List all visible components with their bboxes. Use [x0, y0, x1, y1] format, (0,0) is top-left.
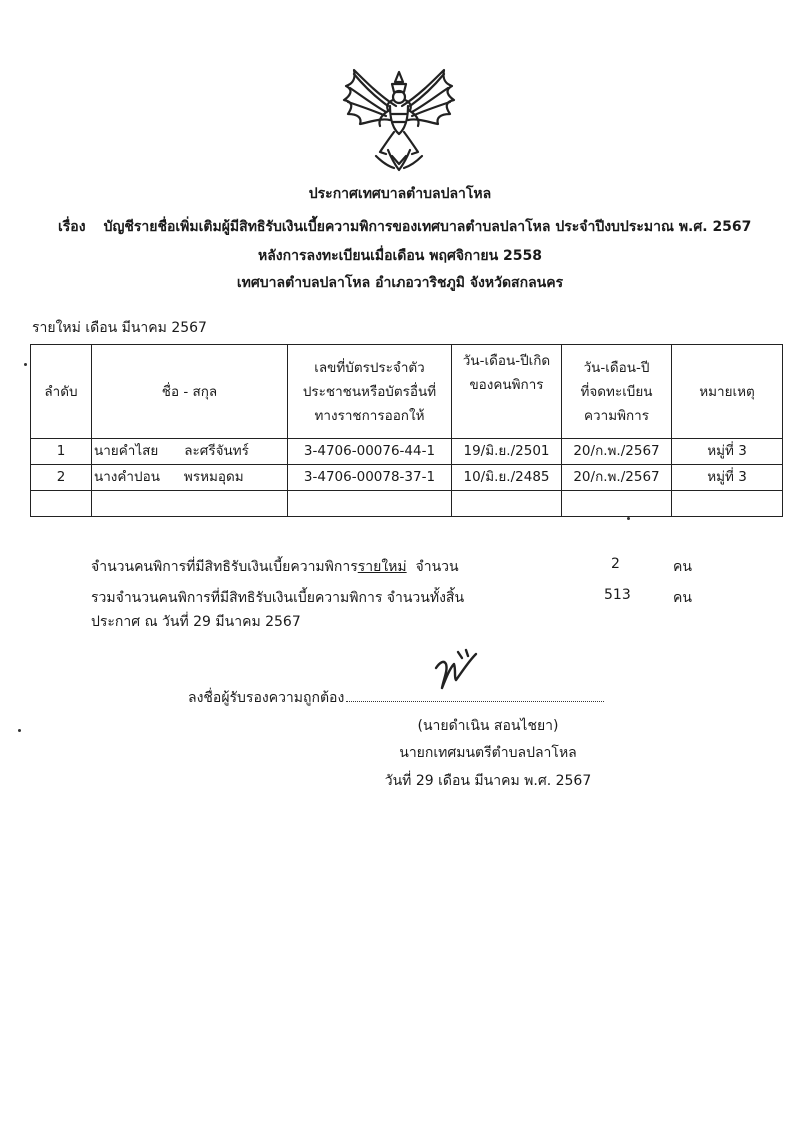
cell-register: 20/ก.พ./2567	[562, 465, 672, 491]
table-header-row	[31, 345, 783, 439]
col-header-no: ลำดับ	[31, 345, 92, 439]
col-header-register: วัน-เดือน-ปี ที่จดทะเบียน ความพิการ	[562, 345, 672, 439]
new-underlined: รายใหม่	[357, 559, 407, 575]
first-name: นายคำไสย	[94, 443, 159, 459]
garuda-emblem-icon	[340, 66, 458, 172]
announce-date: ประกาศ ณ วันที่ 29 มีนาคม 2567	[91, 614, 301, 630]
table-row	[31, 465, 783, 491]
table-row	[31, 439, 783, 465]
total-count-value: 513	[604, 587, 631, 603]
certify-line	[188, 687, 604, 709]
subject-label: เรื่อง	[58, 219, 86, 235]
new-count-unit: คน	[673, 559, 692, 575]
sign-date: วันที่ 29 เดือน มีนาคม พ.ศ. 2567	[384, 773, 592, 789]
scan-speck	[627, 517, 630, 520]
cell-remark: หมู่ที่ 3	[672, 439, 783, 465]
first-name: นางคำปอน	[94, 469, 160, 485]
new-list-label: รายใหม่ เดือน มีนาคม 2567	[32, 320, 207, 336]
subject-line	[58, 216, 751, 238]
cell-id-card: 3-4706-00076-44-1	[288, 439, 452, 465]
cell-remark: หมู่ที่ 3	[672, 465, 783, 491]
col-header-name: ชื่อ - สกุล	[92, 345, 288, 439]
table-row-empty	[31, 491, 783, 517]
cell-name	[92, 465, 288, 491]
signer-name: (นายดำเนิน สอนไชยา)	[417, 718, 559, 734]
cell-no: 1	[31, 439, 92, 465]
new-count-label: จำนวนคนพิการที่มีสิทธิรับเงินเบี้ยความพิการรายใหม่ จำนวน	[91, 559, 459, 575]
cell-register: 20/ก.พ./2567	[562, 439, 672, 465]
cell-id-card: 3-4706-00078-37-1	[288, 465, 452, 491]
scan-speck	[18, 729, 21, 732]
subject-line-2: หลังการลงทะเบียนเมื่อเดือน พฤศจิกายน 2558	[257, 248, 542, 264]
beneficiary-table	[30, 344, 783, 517]
surname: ละศรีจันทร์	[184, 443, 249, 459]
surname: พรหมอุดม	[183, 469, 244, 485]
cell-name	[92, 439, 288, 465]
cell-birth: 10/มิ.ย./2485	[452, 465, 562, 491]
col-header-id-card: เลขที่บัตรประจำตัว ประชาชนหรือบัตรอื่นที่ ทางราชการออกให้	[288, 345, 452, 439]
col-header-birth: วัน-เดือน-ปีเกิด ของคนพิการ	[452, 345, 562, 439]
total-count-unit: คน	[673, 590, 692, 606]
subject-text: บัญชีรายชื่อเพิ่มเติมผู้มีสิทธิรับเงินเบี้ยความพิการของเทศบาลตำบลปลาโหล ประจำปีงบประมาณ พ.ศ. 2567	[103, 219, 752, 235]
announcement-title: ประกาศเทศบาลตำบลปลาโหล	[308, 186, 492, 202]
col-header-remark: หมายเหตุ	[672, 345, 783, 439]
certify-label: ลงชื่อผู้รับรองความถูกต้อง	[188, 690, 345, 706]
new-count-value: 2	[611, 556, 620, 572]
total-count-label: รวมจำนวนคนพิการที่มีสิทธิรับเงินเบี้ยความพิการ จำนวนทั้งสิ้น	[91, 590, 465, 606]
subject-line-3: เทศบาลตำบลปลาโหล อำเภอวาริชภูมิ จังหวัดสกลนคร	[236, 275, 564, 291]
signer-position: นายกเทศมนตรีตำบลปลาโหล	[399, 745, 577, 761]
cell-birth: 19/มิ.ย./2501	[452, 439, 562, 465]
cell-no: 2	[31, 465, 92, 491]
scan-speck	[24, 363, 27, 366]
signature-mark-icon	[428, 648, 484, 694]
